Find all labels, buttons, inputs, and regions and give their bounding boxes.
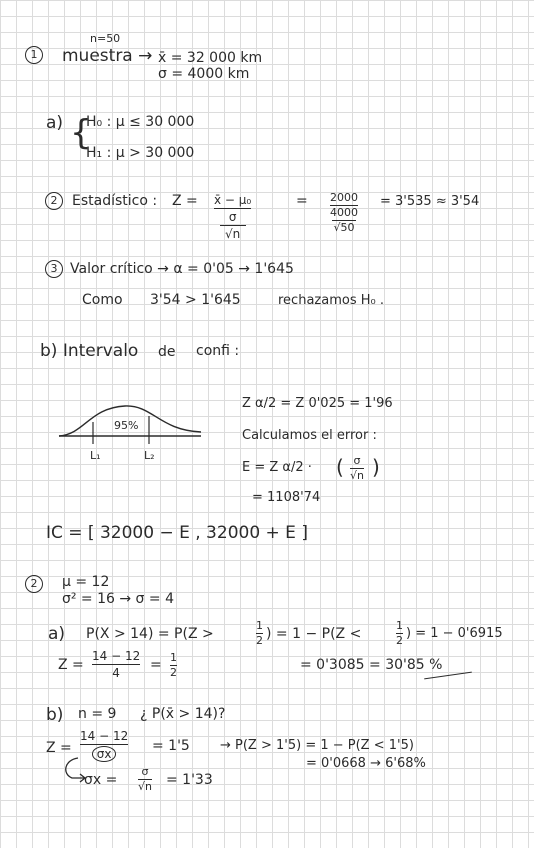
p2b-z-equals: Z =	[46, 740, 72, 756]
formula-sigma: σ	[228, 210, 237, 224]
half-numerator: 1	[256, 619, 263, 632]
z-critical: Z α/2 = Z 0'025 = 1'96	[242, 396, 393, 411]
z-equals-sign: =	[150, 657, 162, 673]
confi-word: confi :	[196, 343, 240, 359]
lower-limit-label: L₁	[90, 449, 101, 462]
sample-sigma: σ = 4000 km	[158, 66, 250, 82]
confidence-interval: IC = [ 32000 − E , 32000 + E ]	[46, 523, 308, 543]
population-mean: μ = 12	[62, 574, 110, 590]
statistic-formula	[214, 193, 251, 241]
zb-numerator: 14 − 12	[80, 729, 129, 743]
open-paren: (	[336, 455, 344, 479]
half-numerator: 1	[170, 651, 177, 664]
fraction-bar	[214, 208, 251, 209]
z-score-fraction	[92, 649, 140, 680]
sigma-x-fraction	[138, 766, 152, 793]
error-sqrt-n: √n	[350, 469, 364, 482]
sx-numerator: σ	[141, 765, 149, 778]
sigma-x-value: = 1'33	[166, 772, 213, 788]
half-numerator: 1	[396, 619, 403, 632]
z-denominator: 4	[112, 666, 120, 680]
error-value: = 1108'74	[252, 490, 321, 505]
p2-part-b-label: b)	[46, 705, 64, 725]
statistic-result: = 3'535 ≈ 3'54	[380, 194, 480, 209]
half-fraction-2	[396, 620, 403, 647]
problem-2-number: 2	[25, 575, 43, 593]
prob-a-right: ) = 1 − 0'6915	[406, 626, 503, 641]
null-hypothesis: H₀ : μ ≤ 30 000	[86, 114, 195, 130]
prob-a-middle: ) = 1 − P(Z <	[266, 626, 362, 642]
values-sqrt-n: √50	[333, 221, 355, 234]
z-half	[170, 652, 177, 679]
part-b-label: b) Intervalo	[40, 341, 139, 361]
zb-value: = 1'5	[152, 738, 190, 754]
formula-numerator: x̄ − μ₀	[214, 193, 252, 207]
como-label: Como	[82, 292, 123, 308]
statistic-values	[330, 192, 358, 234]
z-equals: Z =	[172, 193, 198, 209]
half-fraction-1	[256, 620, 263, 647]
result-a: = 0'3085 = 30'85 %	[300, 657, 443, 673]
error-fraction	[350, 455, 364, 482]
upper-limit-label: L₂	[144, 449, 155, 462]
p2-part-a-label: a)	[48, 624, 66, 644]
equals-sign: =	[296, 193, 308, 209]
z-numerator: 14 − 12	[92, 649, 141, 663]
sample-mean: x̄ = 32 000 km	[158, 50, 263, 66]
critical-value-line: Valor crítico → α = 0'05 → 1'645	[70, 261, 294, 277]
half-denominator: 2	[396, 634, 403, 647]
zb-denominator: σx	[92, 746, 117, 762]
values-sigma: 4000	[330, 206, 358, 219]
fraction-bar	[80, 744, 128, 745]
sx-denominator: √n	[138, 780, 152, 793]
sigma-x-label: σx =	[84, 772, 118, 788]
statistic-label: Estadístico :	[72, 193, 158, 209]
half-denominator: 2	[170, 666, 177, 679]
sample-n: n = 9	[78, 706, 117, 722]
confidence-area-label: 95%	[114, 419, 139, 432]
half-denominator: 2	[256, 634, 263, 647]
prob-a-left: P(X > 14) = P(Z >	[86, 626, 214, 642]
population-sigma: σ² = 16 → σ = 4	[62, 591, 174, 607]
p2-z-equals: Z =	[58, 657, 84, 673]
close-paren: )	[372, 455, 380, 479]
error-formula: E = Z α/2 ·	[242, 460, 312, 475]
sample-size-note: n=50	[90, 32, 121, 45]
prob-b-question: ¿ P(x̄ > 14)?	[140, 706, 226, 722]
fraction-bar	[220, 225, 246, 226]
error-sigma: σ	[353, 454, 361, 467]
reject-conclusion: rechazamos H₀ .	[278, 293, 384, 308]
formula-sqrt-n: √n	[224, 227, 241, 241]
result-b: = 0'0668 → 6'68%	[306, 756, 426, 771]
calc-error-text: Calculamos el error :	[242, 428, 377, 443]
alt-hypothesis: H₁ : μ > 30 000	[86, 145, 195, 161]
problem-1-number: 1	[25, 46, 43, 64]
values-numerator: 2000	[330, 191, 358, 204]
de-word: de	[158, 344, 176, 360]
step-3-number: 3	[45, 260, 63, 278]
prob-b-chain: → P(Z > 1'5) = 1 − P(Z < 1'5)	[220, 738, 414, 753]
sample-label: muestra →	[62, 46, 153, 66]
comparison: 3'54 > 1'645	[150, 292, 241, 308]
fraction-bar	[92, 664, 140, 665]
hypothesis-brace: {	[70, 113, 92, 153]
step-2-number: 2	[45, 192, 63, 210]
part-a-label: a)	[46, 113, 64, 133]
